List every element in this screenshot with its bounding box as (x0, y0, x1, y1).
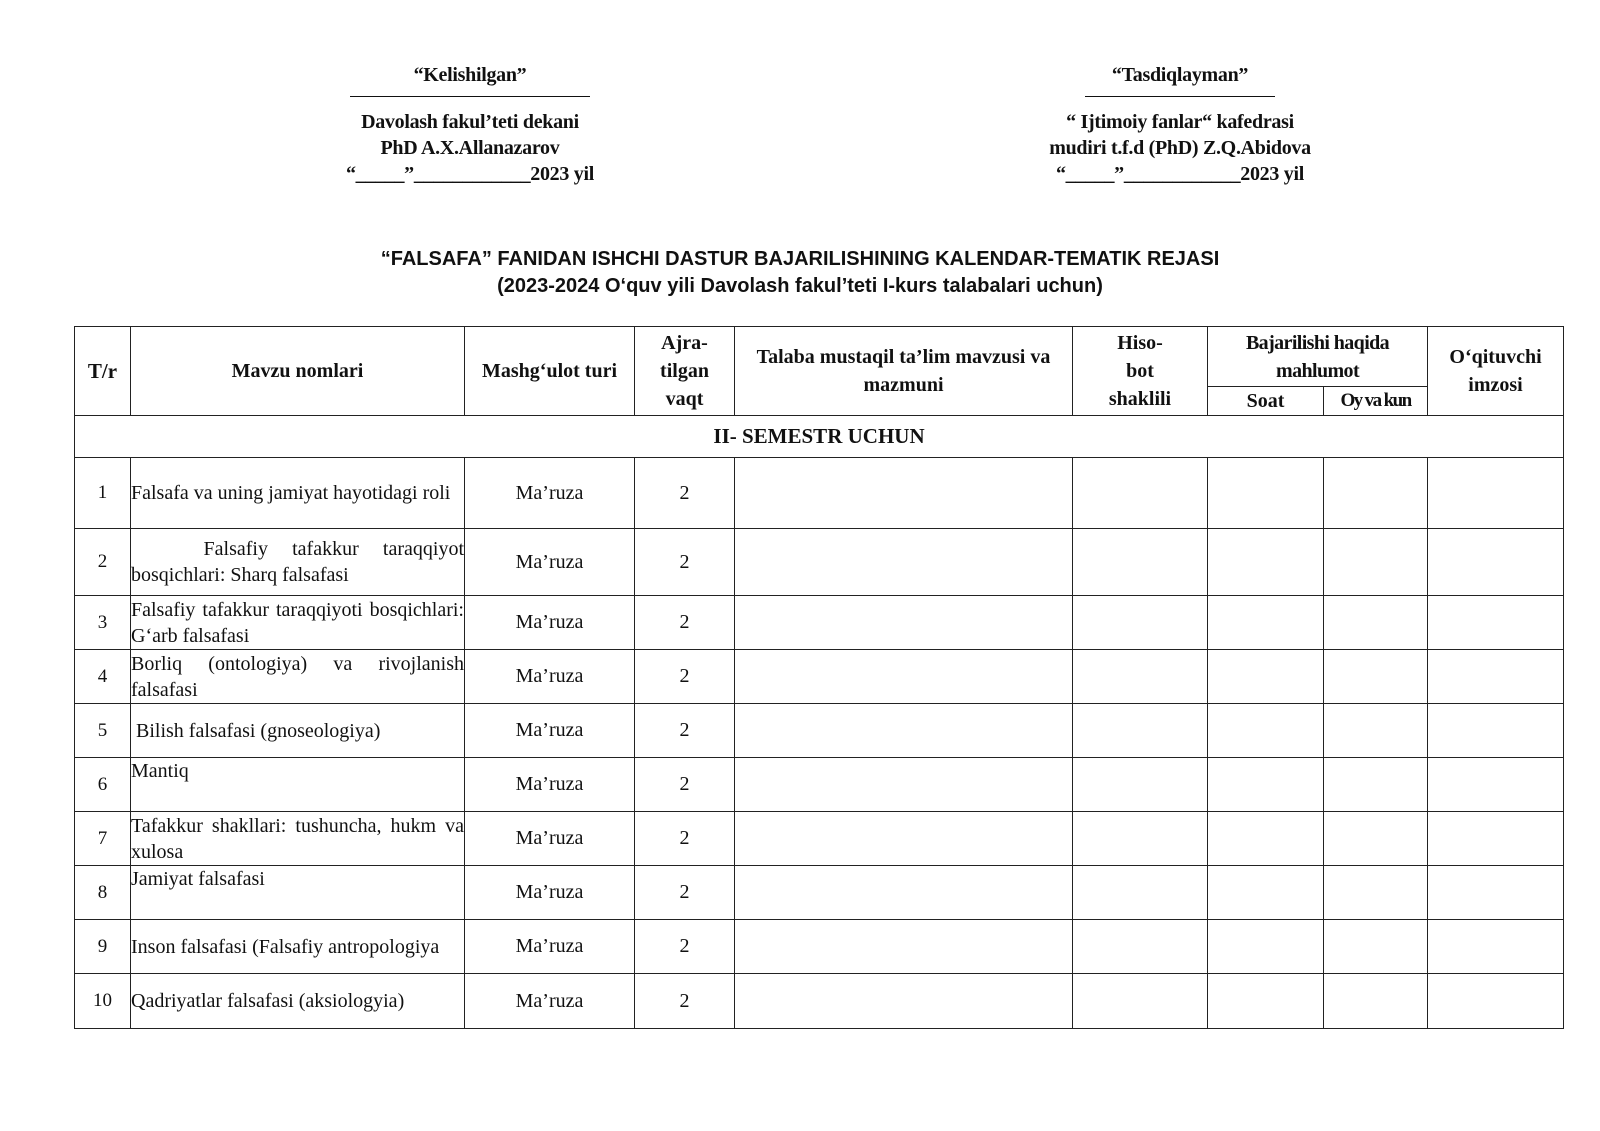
header-signature: O‘qituvchi imzosi (1428, 327, 1564, 416)
row-topic: Jamiyat falsafasi (131, 866, 465, 920)
row-self-study (735, 458, 1073, 529)
row-topic: Mantiq (131, 758, 465, 812)
row-time: 2 (635, 529, 735, 596)
row-hours (1208, 529, 1324, 596)
row-self-study (735, 758, 1073, 812)
row-hours (1208, 458, 1324, 529)
table-row (75, 704, 1564, 758)
table-row (75, 650, 1564, 704)
row-month-day (1324, 866, 1428, 920)
row-topic: Falsafa va uning jamiyat hayotidagi roli (131, 458, 465, 529)
row-time: 2 (635, 650, 735, 704)
row-num: 2 (75, 529, 131, 596)
signature-line (1085, 96, 1275, 97)
approval-heading: “Tasdiqlayman” (1111, 64, 1249, 86)
header-month-day: Oy va kun (1324, 387, 1428, 416)
row-num: 8 (75, 866, 131, 920)
row-hours (1208, 650, 1324, 704)
table-row (75, 974, 1564, 1029)
header-type: Mashg‘ulot turi (465, 327, 635, 416)
row-num: 3 (75, 596, 131, 650)
row-num: 9 (75, 920, 131, 974)
row-num: 5 (75, 704, 131, 758)
row-signature (1428, 758, 1564, 812)
row-report (1073, 596, 1208, 650)
row-self-study (735, 529, 1073, 596)
row-time: 2 (635, 458, 735, 529)
row-month-day (1324, 974, 1428, 1029)
table-row (75, 596, 1564, 650)
signature-line (350, 96, 590, 97)
row-report (1073, 974, 1208, 1029)
row-signature (1428, 529, 1564, 596)
row-signature (1428, 920, 1564, 974)
row-time: 2 (635, 704, 735, 758)
approver-position: Davolash fakul’teti dekani (361, 111, 579, 133)
row-signature (1428, 650, 1564, 704)
row-self-study (735, 974, 1073, 1029)
approval-date: “_____”____________2023 yil (345, 163, 594, 185)
table-row (75, 529, 1564, 596)
row-report (1073, 650, 1208, 704)
row-self-study (735, 812, 1073, 866)
row-topic: Borliq (ontologiya) va rivojlanish falsafasi (131, 650, 465, 704)
approval-block-right (1000, 62, 1360, 187)
row-hours (1208, 974, 1324, 1029)
row-hours (1208, 812, 1324, 866)
row-hours (1208, 758, 1324, 812)
document-title (0, 246, 1600, 300)
row-signature (1428, 974, 1564, 1029)
row-month-day (1324, 812, 1428, 866)
row-hours (1208, 866, 1324, 920)
row-num: 1 (75, 458, 131, 529)
row-topic: Inson falsafasi (Falsafiy antropologiya (131, 920, 465, 974)
approval-block-left (305, 62, 635, 187)
row-signature (1428, 596, 1564, 650)
row-topic: Falsafiy tafakkur taraqqiyoti bosqichlari: G‘arb falsafasi (131, 596, 465, 650)
row-self-study (735, 650, 1073, 704)
row-type: Ma’ruza (465, 596, 635, 650)
row-type: Ma’ruza (465, 974, 635, 1029)
row-month-day (1324, 529, 1428, 596)
row-month-day (1324, 458, 1428, 529)
row-month-day (1324, 758, 1428, 812)
row-topic: Tafakkur shakllari: tushuncha, hukm va xulosa (131, 812, 465, 866)
row-type: Ma’ruza (465, 920, 635, 974)
approval-heading: “Kelishilgan” (413, 64, 527, 86)
row-type: Ma’ruza (465, 866, 635, 920)
row-topic: Falsafiy tafakkur taraqqiyot bosqichlari: Sharq falsafasi (131, 529, 465, 596)
row-type: Ma’ruza (465, 812, 635, 866)
row-time: 2 (635, 974, 735, 1029)
row-month-day (1324, 596, 1428, 650)
row-type: Ma’ruza (465, 704, 635, 758)
row-hours (1208, 704, 1324, 758)
header-execution: Bajarilishi haqida mahlumot (1208, 327, 1428, 387)
row-signature (1428, 866, 1564, 920)
table-row (75, 920, 1564, 974)
row-signature (1428, 458, 1564, 529)
row-month-day (1324, 704, 1428, 758)
row-topic: Qadriyatlar falsafasi (aksiologyia) (131, 974, 465, 1029)
row-month-day (1324, 920, 1428, 974)
title-line-2: (2023-2024 O‘quv yili Davolash fakul’teti I-kurs talabalari uchun) (497, 275, 1103, 297)
row-signature (1428, 812, 1564, 866)
table-row (75, 458, 1564, 529)
row-report (1073, 704, 1208, 758)
row-num: 10 (75, 974, 131, 1029)
row-self-study (735, 596, 1073, 650)
header-hours: Soat (1208, 387, 1324, 416)
row-report (1073, 529, 1208, 596)
row-time: 2 (635, 812, 735, 866)
row-type: Ma’ruza (465, 650, 635, 704)
title-line-1: “FALSAFA” FANIDAN ISHCHI DASTUR BAJARILISHINING KALENDAR-TEMATIK REJASI (380, 248, 1220, 270)
row-report (1073, 920, 1208, 974)
approval-date: “_____”____________2023 yil (1055, 163, 1304, 185)
row-self-study (735, 704, 1073, 758)
row-signature (1428, 704, 1564, 758)
approver-name: PhD A.X.Allanazarov (380, 137, 560, 159)
row-num: 7 (75, 812, 131, 866)
row-num: 4 (75, 650, 131, 704)
table-row (75, 758, 1564, 812)
approver-name: mudiri t.f.d (PhD) Z.Q.Abidova (1049, 137, 1311, 159)
row-time: 2 (635, 866, 735, 920)
semester-heading: II- SEMESTR UCHUN (75, 416, 1564, 458)
header-time: Ajra- tilgan vaqt (635, 327, 735, 416)
row-topic: Bilish falsafasi (gnoseologiya) (131, 704, 465, 758)
header-topic: Mavzu nomlari (131, 327, 465, 416)
row-num: 6 (75, 758, 131, 812)
row-report (1073, 866, 1208, 920)
row-hours (1208, 596, 1324, 650)
table-row (75, 866, 1564, 920)
row-type: Ma’ruza (465, 458, 635, 529)
approver-position: “ Ijtimoiy fanlar“ kafedrasi (1066, 111, 1294, 133)
row-report (1073, 458, 1208, 529)
row-report (1073, 812, 1208, 866)
row-self-study (735, 920, 1073, 974)
table-row (75, 812, 1564, 866)
header-num: T/r (75, 327, 131, 416)
row-time: 2 (635, 758, 735, 812)
row-hours (1208, 920, 1324, 974)
row-type: Ma’ruza (465, 758, 635, 812)
row-report (1073, 758, 1208, 812)
row-time: 2 (635, 596, 735, 650)
row-self-study (735, 866, 1073, 920)
row-time: 2 (635, 920, 735, 974)
row-type: Ma’ruza (465, 529, 635, 596)
row-month-day (1324, 650, 1428, 704)
calendar-plan-table (74, 326, 1564, 1029)
header-self-study: Talaba mustaqil ta’lim mavzusi va mazmuni (735, 327, 1073, 416)
header-report: Hiso- bot shaklili (1073, 327, 1208, 416)
